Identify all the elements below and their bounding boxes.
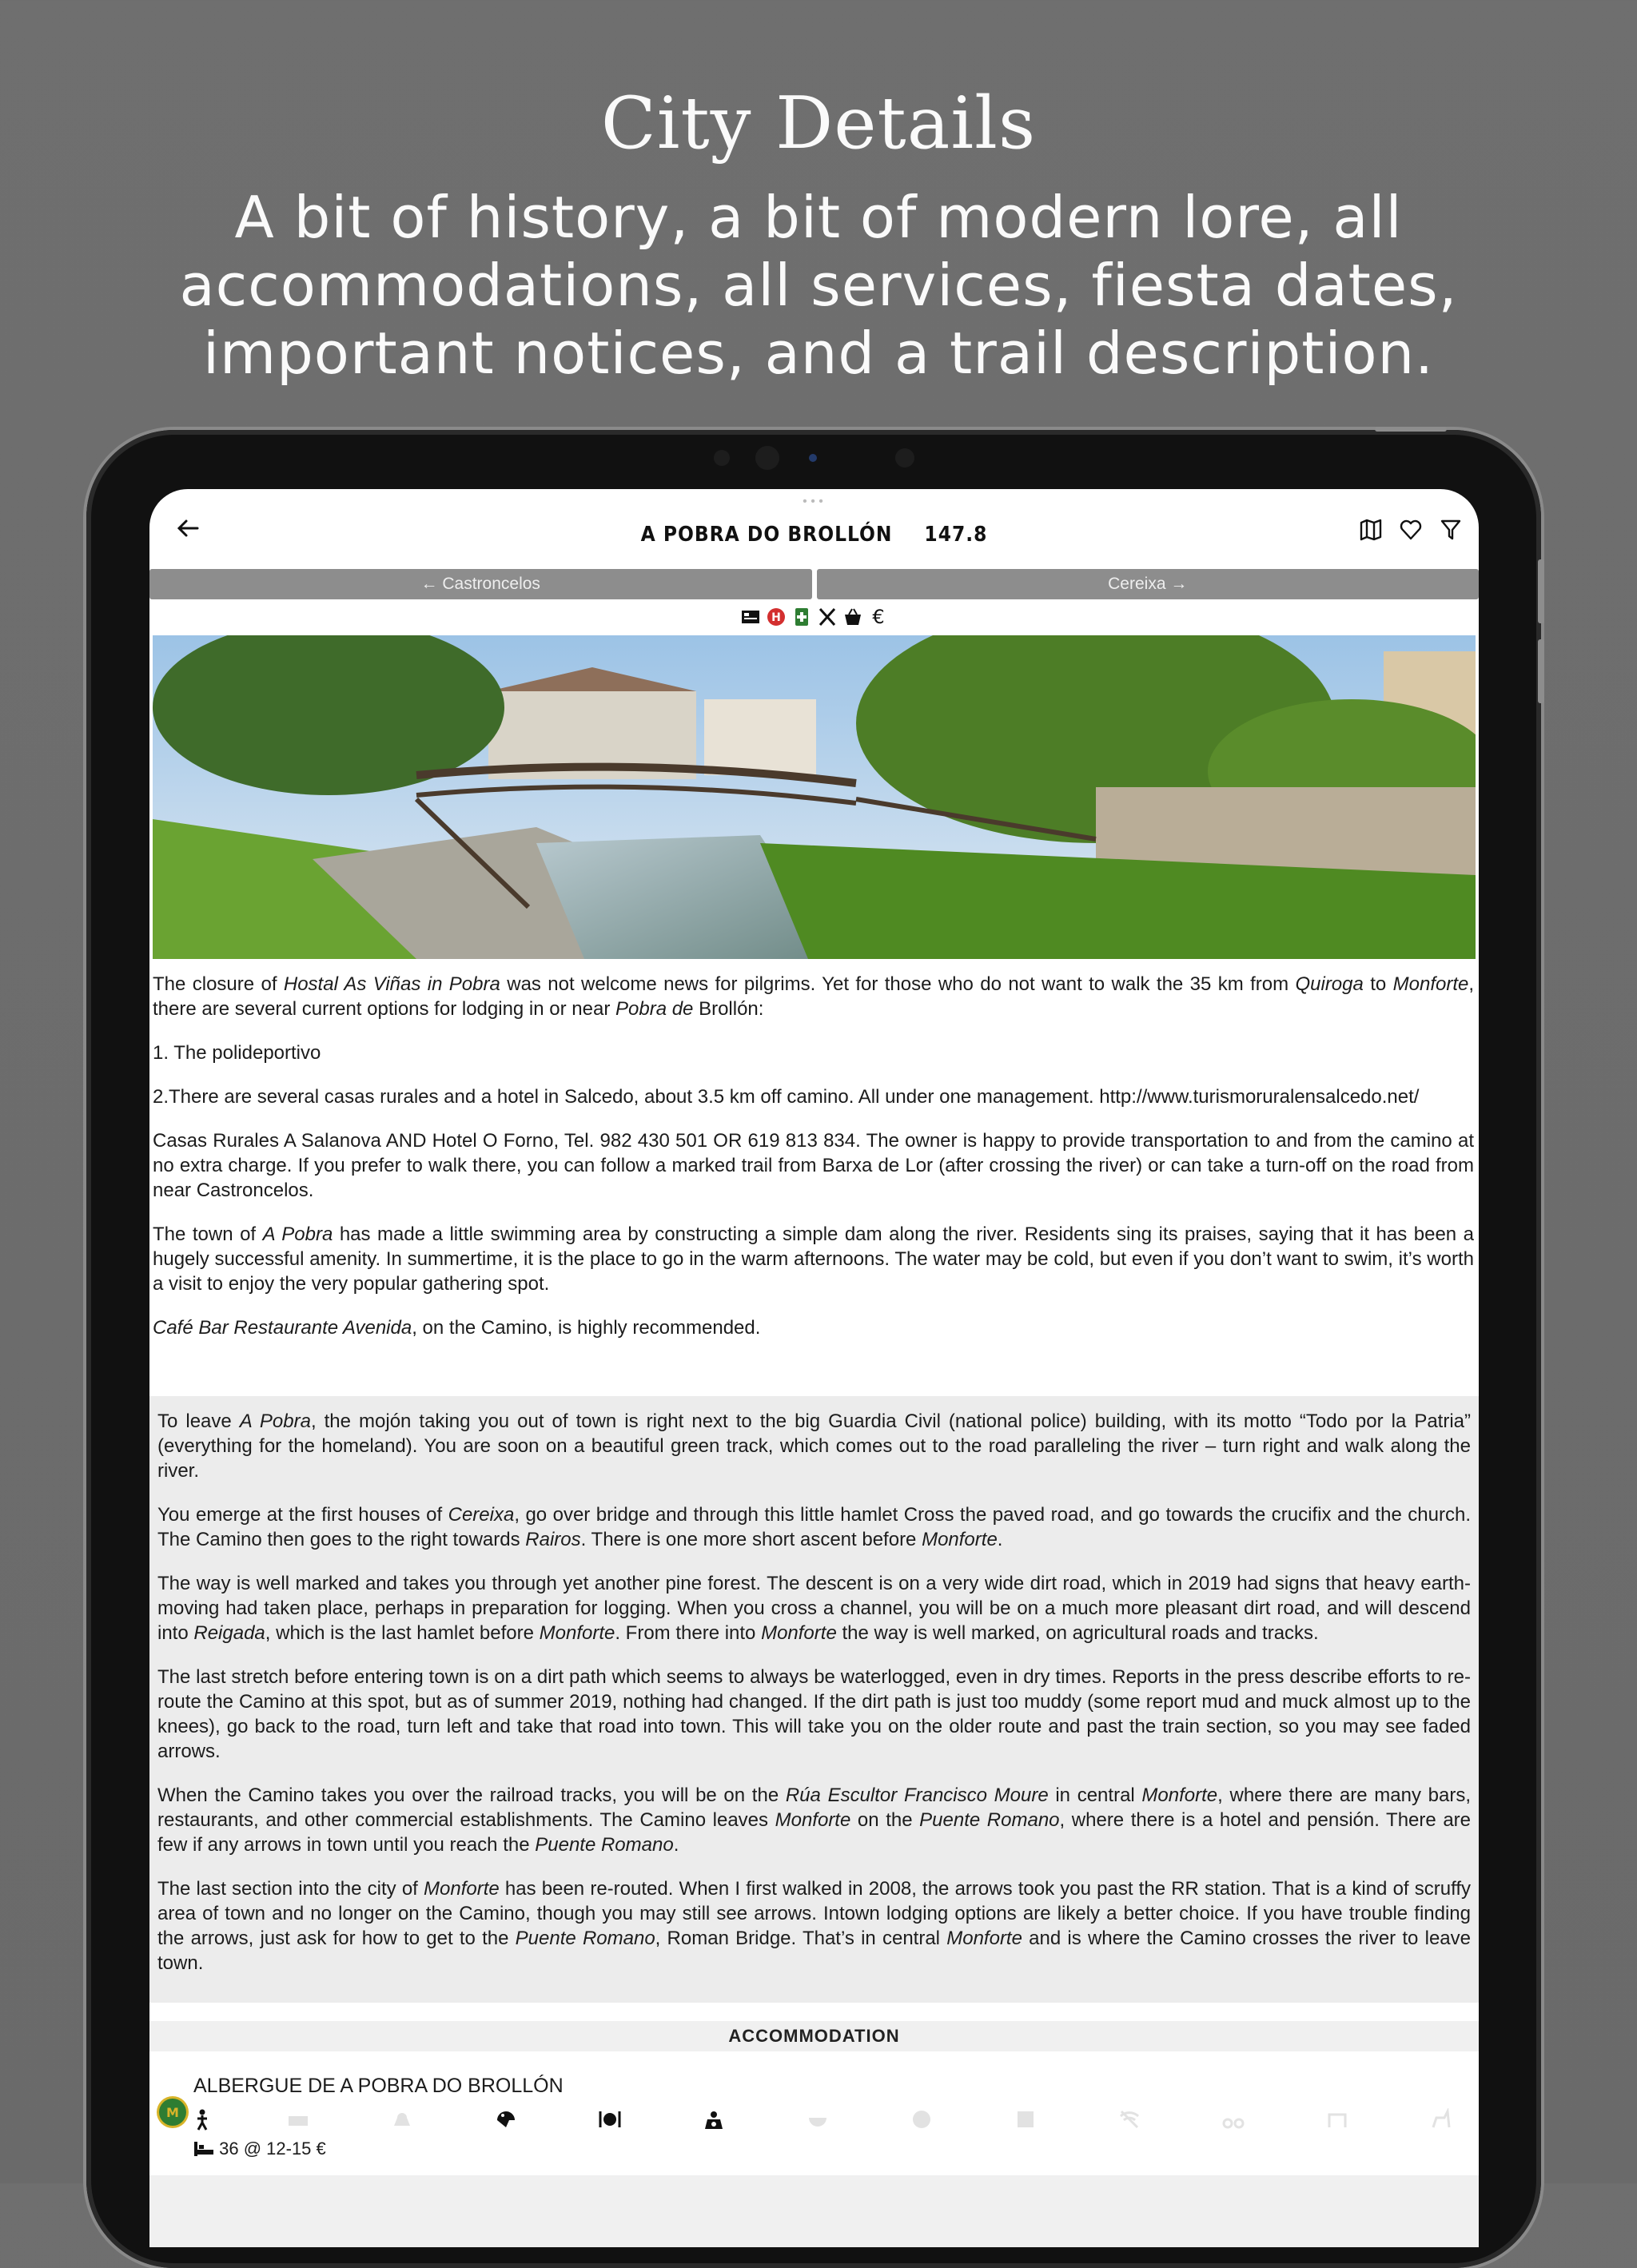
filter-button[interactable] xyxy=(1439,518,1463,542)
town-navigation xyxy=(149,569,1479,599)
description-paragraph xyxy=(153,972,1474,1021)
accommodation-beds-price xyxy=(193,2139,326,2159)
front-camera xyxy=(755,446,779,470)
place-name: Rúa Escultor Francisco Moure xyxy=(785,1785,1049,1806)
hospital-icon xyxy=(766,606,787,628)
svg-text:H: H xyxy=(771,611,781,624)
text-run: was not welcome news for pilgrims. Yet for those who do not want to walk the 35 km from xyxy=(500,973,1296,995)
euro-icon xyxy=(868,606,889,628)
multitask-indicator[interactable]: • • • xyxy=(803,495,823,508)
text-run: in central xyxy=(1048,1785,1142,1806)
accommodation-item[interactable] xyxy=(149,2055,1479,2175)
trail-paragraph xyxy=(157,1571,1471,1645)
text-run: to xyxy=(1363,973,1393,995)
trail-paragraph xyxy=(157,1502,1471,1552)
text-run: The last section into the city of xyxy=(157,1878,424,1900)
washer-icon xyxy=(703,2108,725,2131)
place-name: Puente Romano xyxy=(535,1834,674,1856)
services-icons xyxy=(149,606,1479,633)
camera-sensor xyxy=(895,448,914,468)
trail-paragraph xyxy=(157,1783,1471,1857)
place-name: Monforte xyxy=(1392,973,1469,995)
text-run: . There is one more short ascent before xyxy=(580,1529,922,1550)
accommodation-heading: ACCOMMODATION xyxy=(149,2021,1479,2051)
text-run: , where there is a hotel and pensión. There are few if any arrows in town until you reach the xyxy=(157,1809,1472,1856)
town-description xyxy=(153,972,1474,1359)
volume-button xyxy=(1538,639,1544,703)
text-run: . From there into xyxy=(615,1622,762,1644)
text-run: , Roman Bridge. That’s in central xyxy=(655,1928,947,1949)
text-run: To leave xyxy=(157,1411,240,1432)
pilgrim-icon xyxy=(191,2108,213,2131)
place-name: A Pobra xyxy=(262,1224,333,1245)
power-button xyxy=(1375,427,1447,432)
text-run: The way is well marked and takes you through yet another pine forest. The descent is on a very wide dirt road, which in 2019 had signs that heavy earth-moving had taken place, perhaps in preparation for logging. When you cross a channel, you will be on a much more pleasant dirt road, and will descend into xyxy=(157,1573,1471,1644)
accommodation-name: ALBERGUE DE A POBRA DO BROLLÓN xyxy=(193,2075,564,2097)
place-name: Puente Romano xyxy=(919,1809,1060,1831)
municipal-badge-icon xyxy=(159,2099,186,2126)
restaurant-icon xyxy=(599,2108,621,2131)
locker-icon xyxy=(1014,2108,1037,2131)
description-paragraph xyxy=(153,1222,1474,1296)
kitchen-icon xyxy=(495,2108,517,2131)
description-paragraph: Casas Rurales A Salanova AND Hotel O Forno, Tel. 982 430 501 OR 619 813 834. The owner is happy to provide transportation to and from the camino at no extra charge. If you prefer to walk there, you can follow a marked trail from Barxa de Lor (after crossing the river) or can take a turn-off on the road from near Castroncelos. xyxy=(153,1130,1474,1201)
next-accommodation-stub xyxy=(149,2175,1479,2247)
place-name: Rairos xyxy=(525,1529,581,1550)
town-photo xyxy=(153,635,1476,959)
place-name: Hostal As Viñas in Pobra xyxy=(283,973,500,995)
place-name: Monforte xyxy=(946,1928,1022,1949)
place-name: Monforte xyxy=(761,1622,837,1644)
text-run: has been re-routed. When I first walked in 2008, the arrows took you past the RR station. That is a kind of scruffy area of town and no longer on the Camino, though you may still see arrows. Intown lodging options are likely a better choice. If you have trouble finding the arrows, just ask for how to get to the xyxy=(157,1878,1471,1949)
text-run: When the Camino takes you over the railroad tracks, you will be on the xyxy=(157,1785,786,1806)
text-run: , on the Camino, is highly recommended. xyxy=(412,1317,761,1339)
favorite-button[interactable] xyxy=(1399,518,1423,542)
place-name: Monforte xyxy=(775,1809,851,1831)
text-run: , go over bridge and through this little hamlet Cross the paved road, and go towards the crucifix and the church. The Camino then goes to the right towards xyxy=(157,1504,1471,1550)
text-run: the way is well marked, on agricultural roads and tracks. xyxy=(836,1622,1319,1644)
description-paragraph xyxy=(153,1315,1474,1340)
beds-and-price: 36 @ 12-15 € xyxy=(219,2139,326,2159)
text-run: has made a little swimming area by constructing a simple dam along the river. Residents sing its praises, saying that it has been a hugely successful amenity. In summertime, it is the place to go in the warm afternoons. The water may be cold, but even if you don’t want to swim, it’s worth a visit to enjoy the very popular gathering spot. xyxy=(153,1224,1475,1295)
trail-paragraph: The last stretch before entering town is on a dirt path which seems to always be waterlogged, even in dry times. Reports in the press describe efforts to re-route the Camino at this spot, but as of summer 2019, nothing had changed. If the dirt path is just too muddy (some report mud and muck almost up to the knees), go back to the road, turn left and take that road into town. This will take you on the older route and past the train section, so you may see faded arrows. xyxy=(157,1666,1471,1762)
text-run: Brollón: xyxy=(693,998,764,1020)
restaurant-icon xyxy=(817,606,838,628)
pet-icon xyxy=(1430,2108,1452,2131)
previous-town-button[interactable]: ← Castroncelos xyxy=(149,569,812,599)
shop-icon xyxy=(842,606,863,628)
trail-paragraph xyxy=(157,1876,1471,1976)
volume-button xyxy=(1538,559,1544,623)
amenity-icons xyxy=(191,2108,1470,2135)
place-name: Reigada xyxy=(193,1622,265,1644)
place-name: Monforte xyxy=(424,1878,500,1900)
place-name: Café Bar Restaurante Avenida xyxy=(153,1317,412,1339)
text-run: . xyxy=(997,1529,1003,1550)
text-run: The town of xyxy=(153,1224,263,1245)
app-bar xyxy=(149,489,1479,566)
place-name: Monforte xyxy=(539,1622,615,1644)
camera-sensor xyxy=(809,454,817,462)
bed-icon xyxy=(287,2108,309,2131)
promo-title: City Details xyxy=(600,82,1037,165)
place-name: Monforte xyxy=(922,1529,998,1550)
place-name: Monforte xyxy=(1141,1785,1218,1806)
text-run: and is where the Camino crosses the river to leave town. xyxy=(157,1928,1471,1974)
filter-icon xyxy=(1439,518,1463,542)
text-run: , the mojón taking you out of town is right next to the big Guardia Civil (national police) building, with its motto “Todo por la Patria” (everything for the homeland). You are soon on a beautiful green track, which comes out to the road paralleling the river – turn right and walk along the river. xyxy=(157,1411,1472,1482)
heating-icon xyxy=(1326,2108,1348,2131)
svg-text:€: € xyxy=(871,606,885,628)
next-town-button[interactable]: Cereixa → xyxy=(817,569,1480,599)
city-km: 147.8 xyxy=(924,523,988,547)
trail-paragraph xyxy=(157,1409,1471,1483)
text-run: The closure of xyxy=(153,973,284,995)
dryer-icon xyxy=(910,2108,933,2131)
text-run: , where there are many bars, restaurants, and other commercial establishments. The Camino leaves xyxy=(157,1785,1471,1831)
text-run: . xyxy=(673,1834,679,1856)
app-screen xyxy=(149,489,1479,2247)
text-run: on the xyxy=(850,1809,920,1831)
city-title xyxy=(149,523,1479,547)
place-name: Quiroga xyxy=(1295,973,1364,995)
description-paragraph: 1. The polideportivo xyxy=(153,1042,321,1064)
map-button[interactable] xyxy=(1359,518,1383,542)
pharmacy-icon xyxy=(791,606,812,628)
promo-subtitle: A bit of history, a bit of modern lore, all accommodations, all services, fiesta dates, important notices, and a trail description. xyxy=(179,184,1458,387)
appbar-actions xyxy=(1359,518,1463,543)
place-name: Cereixa xyxy=(448,1504,515,1526)
bowl-icon xyxy=(807,2108,829,2131)
badge-letter: M xyxy=(166,2105,179,2120)
albergue-icon xyxy=(740,606,761,628)
description-paragraph: 2.There are several casas rurales and a hotel in Salcedo, about 3.5 km off camino. All under one management. http://www.turismoruralensalcedo.net/ xyxy=(153,1086,1420,1108)
bed-icon xyxy=(193,2140,214,2158)
trail-description xyxy=(149,1396,1479,2003)
text-run: You emerge at the first houses of xyxy=(157,1504,448,1526)
bell-icon xyxy=(391,2108,413,2131)
text-run: , there are several current options for lodging in or near xyxy=(153,973,1475,1020)
bike-icon xyxy=(1222,2108,1245,2131)
map-icon xyxy=(1359,518,1383,542)
city-name: A POBRA DO BROLLÓN xyxy=(640,523,893,547)
camera-sensor xyxy=(714,450,730,466)
wifi-off-icon xyxy=(1118,2108,1141,2131)
text-run: , which is the last hamlet before xyxy=(265,1622,540,1644)
place-name: A Pobra xyxy=(239,1411,311,1432)
place-name: Pobra de xyxy=(615,998,694,1020)
heart-icon xyxy=(1399,518,1423,542)
place-name: Puente Romano xyxy=(515,1928,655,1949)
